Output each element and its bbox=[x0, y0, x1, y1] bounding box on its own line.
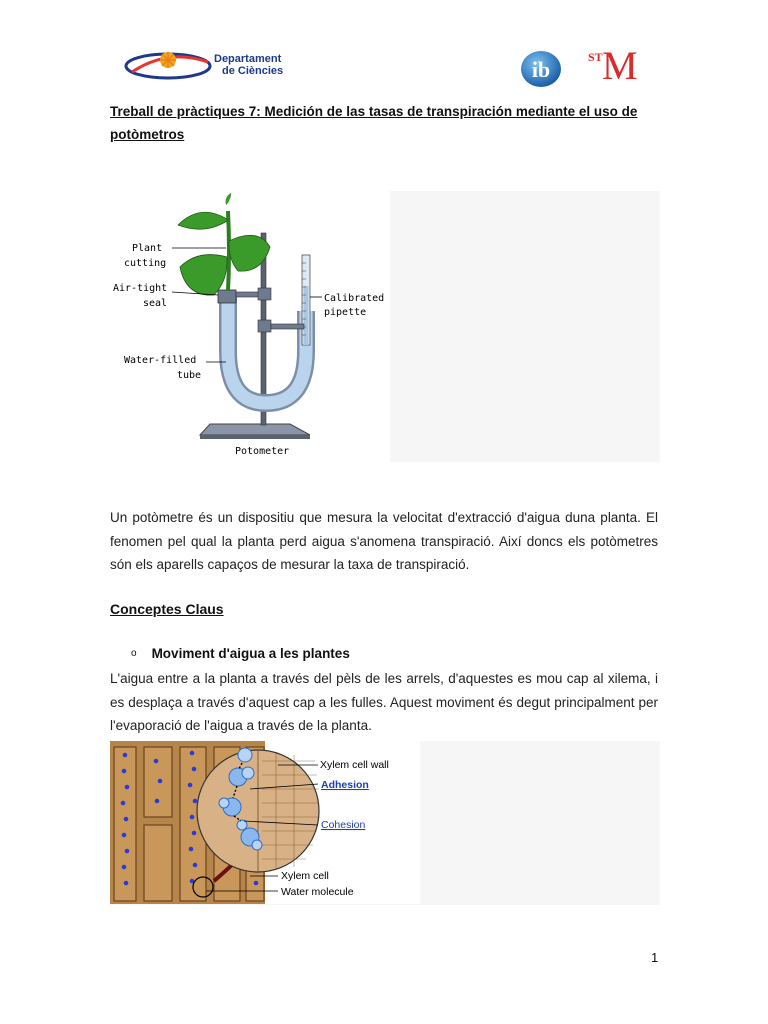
label-adhesion: Adhesion bbox=[321, 779, 369, 791]
xylem-figure bbox=[110, 741, 420, 904]
stm-logo bbox=[586, 43, 658, 88]
ib-logo-text: ib bbox=[531, 57, 551, 82]
label-seal: seal bbox=[143, 298, 168, 309]
section-title: Conceptes Claus bbox=[110, 601, 224, 617]
label-water-molecule: Water molecule bbox=[281, 886, 354, 898]
plant-stem bbox=[228, 211, 229, 291]
department-logo-line2: de Ciències bbox=[222, 65, 284, 77]
bullet-text: Moviment d'aigua a les plantes bbox=[151, 646, 350, 661]
label-cohesion: Cohesion bbox=[321, 819, 366, 831]
label-calibrated: Calibrated bbox=[324, 293, 385, 304]
bullet-icon: o bbox=[131, 648, 137, 659]
ib-logo bbox=[520, 50, 562, 88]
stm-logo-sup: ST bbox=[588, 50, 603, 64]
label-plant: Plant bbox=[132, 243, 163, 254]
label-tube: tube bbox=[177, 370, 202, 381]
department-logo bbox=[122, 46, 302, 86]
water-movement-paragraph: L'aigua entre a la planta a través del pèls de les arrels, d'aquestes es mou cap al xilema, i es desplaça a través d'aquest cap a les fulles. Aquest moviment és degut principalment per l'evaporació de l'aigua a través de la planta. bbox=[110, 671, 658, 733]
label-water-filled: Water-filled bbox=[124, 355, 197, 366]
department-logo-line1: Departament bbox=[214, 53, 282, 65]
label-xylem-cell-wall: Xylem cell wall bbox=[320, 759, 389, 771]
bullet-item bbox=[131, 646, 350, 661]
leaf-icon bbox=[178, 212, 227, 229]
stm-logo-main: M bbox=[602, 43, 638, 88]
figure-caption-potometer: Potometer bbox=[235, 446, 290, 457]
document-title: Treball de pràctiques 7: Medición de las tasas de transpiración mediante el uso de potòmetros bbox=[110, 104, 638, 142]
intro-paragraph: Un potòmetre és un dispositiu que mesura la velocitat d'extracció d'aigua duna planta. El fenomen pel qual la planta perd aigua s'anomena transpiració. Així doncs els potòmetres són els aparells capaços de mesurar la taxa de transpiració. bbox=[110, 510, 658, 572]
leaf-icon bbox=[180, 255, 227, 296]
label-cutting: cutting bbox=[124, 258, 167, 269]
label-pipette: pipette bbox=[324, 307, 367, 318]
airtight-seal bbox=[218, 290, 236, 303]
potometer-figure bbox=[110, 191, 390, 462]
stand-base bbox=[200, 424, 310, 435]
label-airtight: Air-tight bbox=[113, 283, 168, 294]
label-xylem-cell: Xylem cell bbox=[281, 870, 329, 882]
page-number: 1 bbox=[651, 950, 659, 965]
